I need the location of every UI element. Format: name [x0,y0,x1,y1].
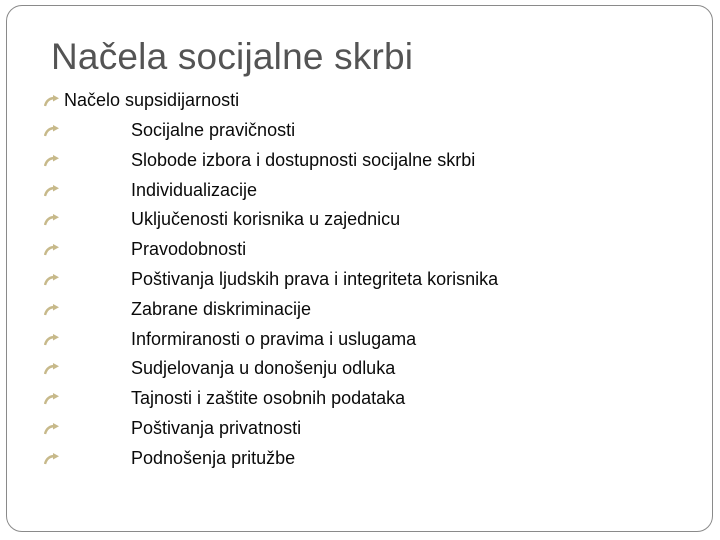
list-item-text: Zabrane diskriminacije [131,299,312,319]
curved-arrow-bullet-icon [44,185,60,197]
curved-arrow-bullet-icon [44,393,60,405]
curved-arrow-bullet-icon [44,244,60,256]
list-item [0,267,700,297]
list-item [0,297,700,327]
list-item-text: Poštivanja ljudskih prava i integriteta korisnika [131,269,499,289]
list-item [0,356,700,386]
curved-arrow-bullet-icon [44,363,60,375]
list-item [0,88,700,118]
list-item-text: Načelo supsidijarnosti [64,90,240,110]
list-item [0,148,700,178]
list-item [0,237,700,267]
list-item-text: Tajnosti i zaštite osobnih podataka [131,388,406,408]
list-item [0,386,700,416]
list-item-text: Socijalne pravičnosti [131,120,296,140]
curved-arrow-bullet-icon [44,125,60,137]
list-item-text: Podnošenja pritužbe [131,448,296,468]
list-item [0,118,700,148]
list-item-text: Pravodobnosti [131,239,247,259]
curved-arrow-bullet-icon [44,155,60,167]
list-item [0,446,700,476]
list-item-text: Slobode izbora i dostupnosti socijalne skrbi [131,150,476,170]
list-item-text: Sudjelovanja u donošenju odluka [131,358,396,378]
slide-title: Načela socijalne skrbi [51,36,414,77]
list-item-text: Informiranosti o pravima i uslugama [131,329,417,349]
list-item [0,327,700,357]
list-item [0,207,700,237]
curved-arrow-bullet-icon [44,453,60,465]
curved-arrow-bullet-icon [44,274,60,286]
list-item-text: Poštivanja privatnosti [131,418,302,438]
curved-arrow-bullet-icon [44,334,60,346]
list-item-text: Individualizacije [131,180,258,200]
list-item [0,416,700,446]
curved-arrow-bullet-icon [44,95,60,107]
list-item [0,178,700,208]
curved-arrow-bullet-icon [44,214,60,226]
curved-arrow-bullet-icon [44,423,60,435]
curved-arrow-bullet-icon [44,304,60,316]
list-item-text: Uključenosti korisnika u zajednicu [131,209,401,229]
